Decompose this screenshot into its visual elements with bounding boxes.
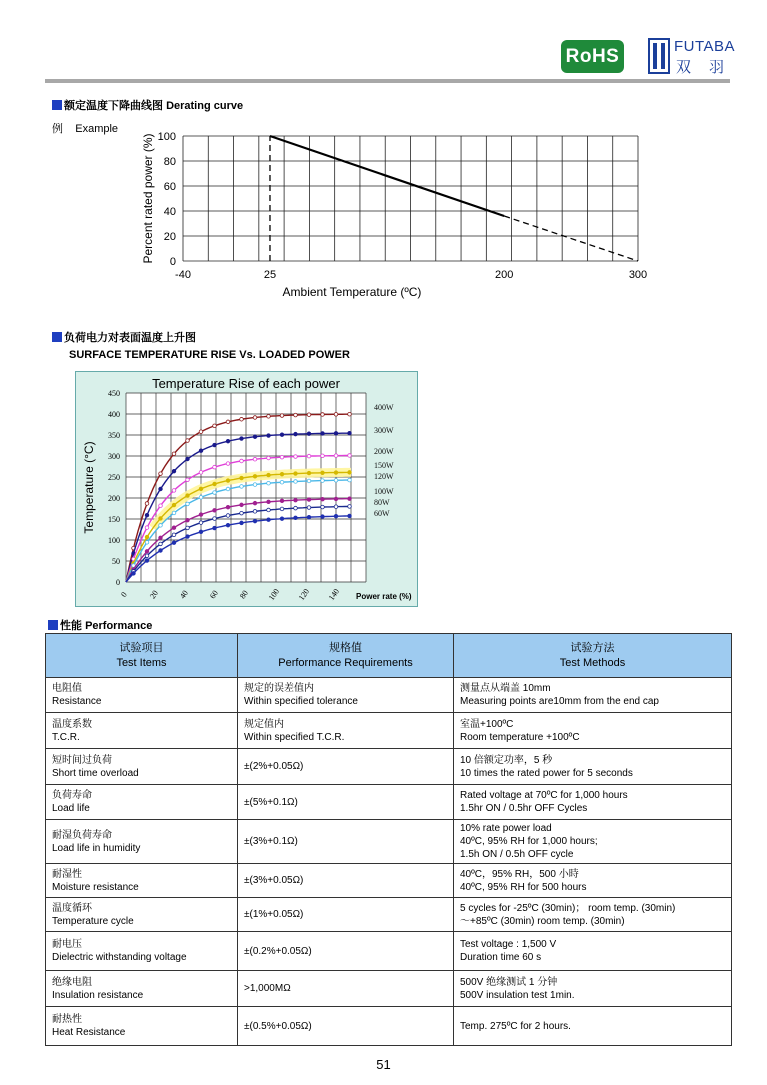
series-point: [172, 503, 176, 507]
series-point: [294, 498, 298, 502]
series-point: [294, 516, 298, 520]
series-point: [213, 509, 217, 513]
x-tick-label: 100: [266, 587, 282, 603]
series-point: [199, 530, 203, 534]
table-row: [46, 971, 732, 1007]
test-method-cell-line: 500V 绝缘测试 1 分钟: [460, 976, 558, 988]
requirement-cell-line: 规定值内: [244, 718, 284, 730]
col-header-en: Performance Requirements: [278, 656, 413, 669]
series-point: [213, 465, 217, 469]
test-method-cell-line: 10 倍额定功率，5 秒: [460, 754, 553, 766]
chart-title: Temperature Rise of each power: [152, 376, 340, 391]
series-point: [240, 459, 244, 463]
series-point: [145, 549, 149, 553]
series-point: [240, 485, 244, 489]
test-method-cell-line: 40ºC, 95% RH for 1,000 hours;: [460, 836, 598, 847]
test-item-cell: [46, 864, 238, 898]
series-point: [199, 496, 203, 500]
test-item-cell-line: Heat Resistance: [52, 1027, 126, 1038]
series-point: [334, 413, 338, 417]
bullet-square-icon: [48, 620, 58, 630]
test-item-cell-line: 短时间过负荷: [52, 754, 112, 766]
test-item-cell-line: 耐电压: [52, 939, 82, 950]
y-tick-label: 450: [108, 389, 120, 398]
series-point: [280, 507, 284, 511]
test-item-cell: [46, 785, 238, 820]
series-point: [307, 479, 311, 483]
x-tick-label: 300: [628, 269, 648, 281]
y-tick-label: 400: [108, 410, 120, 419]
requirement-cell: [238, 1007, 454, 1046]
derating-section-title: [52, 97, 243, 113]
table-row: [46, 785, 732, 820]
series-point: [321, 515, 325, 519]
series-point: [348, 412, 352, 416]
series-point: [159, 536, 163, 540]
requirement-cell-line: ±(0.2%+0.05Ω): [244, 945, 312, 957]
series-point: [226, 487, 230, 491]
test-method-cell: [454, 864, 732, 898]
performance-section-title: [48, 617, 152, 633]
test-item-cell-line: 绝缘电阻: [52, 976, 92, 988]
series-point: [253, 435, 257, 439]
col-header-cn: 试验方法: [570, 641, 615, 654]
bullet-square-icon: [52, 100, 62, 110]
test-method-cell-line: 1.5h ON / 0.5h OFF cycle: [460, 849, 574, 860]
series-point: [226, 420, 230, 424]
series-point: [294, 506, 298, 510]
series-point: [226, 479, 230, 483]
col-header-requirements: [238, 634, 454, 678]
series-point: [240, 417, 244, 421]
test-method-cell: [454, 971, 732, 1007]
col-header-en: Test Items: [116, 656, 167, 669]
test-method-cell-line: ～+85ºC (30min) room temp. (30min): [460, 915, 625, 927]
test-item-cell: [46, 898, 238, 932]
test-item-cell-line: Insulation resistance: [52, 989, 144, 1001]
requirement-cell: [238, 932, 454, 971]
series-point: [267, 434, 271, 438]
series-point: [186, 526, 190, 530]
x-tick-label: 120: [296, 587, 312, 603]
series-point: [159, 487, 163, 491]
test-method-cell-line: Duration time 60 s: [460, 952, 542, 963]
example-label: [52, 120, 118, 136]
test-method-cell: [454, 678, 732, 713]
series-point: [240, 503, 244, 507]
x-tick-label: -40: [175, 269, 191, 281]
series-point: [159, 517, 163, 521]
y-tick-label: 150: [108, 515, 120, 524]
series-point: [226, 439, 230, 443]
series-point: [280, 499, 284, 503]
series-point: [267, 456, 271, 460]
series-point: [159, 549, 163, 553]
test-method-cell: [454, 785, 732, 820]
test-item-cell: [46, 932, 238, 971]
table-row: [46, 820, 732, 864]
series-point: [267, 415, 271, 419]
derating-line: [270, 136, 504, 216]
col-header-cn: 规格值: [329, 641, 362, 654]
series-point: [307, 432, 311, 436]
legend-label: 200W: [374, 447, 394, 456]
test-item-cell-line: 负荷寿命: [52, 790, 92, 801]
futaba-logo-icon: [648, 38, 670, 74]
series-point: [321, 454, 325, 458]
series-point: [334, 471, 338, 475]
test-item-cell: [46, 971, 238, 1007]
series-point: [186, 535, 190, 539]
series-point: [186, 478, 190, 482]
test-method-cell: [454, 932, 732, 971]
series-point: [199, 521, 203, 525]
series-point: [294, 413, 298, 417]
test-method-cell-line: 5 cycles for -25ºC (30min)； room temp. (30min): [460, 902, 676, 914]
test-item-cell-line: 温度系数: [52, 718, 92, 730]
series-point: [334, 505, 338, 509]
series-point: [348, 454, 352, 458]
test-item-cell-line: T.C.R.: [52, 731, 80, 743]
table-row: [46, 713, 732, 749]
series-point: [321, 413, 325, 417]
requirement-cell-line: ±(2%+0.05Ω): [244, 761, 304, 772]
brand-name-cn: 双羽: [676, 59, 743, 76]
series-point: [172, 541, 176, 545]
series-point: [334, 431, 338, 435]
series-point: [294, 472, 298, 476]
performance-title-cn: 性能: [60, 620, 82, 632]
y-tick-label: 350: [108, 431, 120, 440]
series-point: [280, 455, 284, 459]
series-point: [226, 523, 230, 527]
table-header-row: [46, 634, 732, 678]
table-row: [46, 678, 732, 713]
series-point: [334, 478, 338, 482]
test-item-cell-line: 温度循环: [52, 902, 92, 914]
y-axis-label: Percent rated power (%): [141, 133, 155, 264]
requirement-cell: [238, 898, 454, 932]
y-tick-label: 50: [112, 557, 120, 566]
requirement-cell-line: >1,000MΩ: [244, 983, 291, 994]
series-point: [321, 505, 325, 509]
series-point: [240, 476, 244, 480]
legend-label: 300W: [374, 426, 394, 435]
derating-chart: [130, 128, 650, 303]
table-row: [46, 932, 732, 971]
series-point: [321, 432, 325, 436]
test-item-cell-line: Dielectric withstanding voltage: [52, 952, 187, 963]
test-item-cell-line: 耐湿负荷寿命: [52, 829, 112, 841]
series-point: [253, 416, 257, 420]
table-row: [46, 864, 732, 898]
series-point: [145, 535, 149, 539]
requirement-cell-line: ±(5%+0.1Ω): [244, 796, 298, 808]
requirement-cell-line: Within specified T.C.R.: [244, 731, 345, 743]
series-point: [159, 524, 163, 528]
test-method-cell: [454, 898, 732, 932]
series-point: [226, 505, 230, 509]
y-tick-label: 100: [157, 131, 176, 143]
series-point: [199, 430, 203, 434]
test-item-cell-line: 耐湿性: [52, 868, 82, 880]
series-point: [199, 513, 203, 517]
series-point: [348, 478, 352, 482]
requirement-cell-line: Within specified tolerance: [244, 696, 358, 707]
test-item-cell-line: Resistance: [52, 696, 102, 707]
y-tick-label: 60: [163, 181, 176, 193]
series-point: [172, 533, 176, 537]
test-item-cell-line: Temperature cycle: [52, 915, 134, 927]
series-point: [213, 517, 217, 521]
series-point: [267, 508, 271, 512]
test-method-cell-line: 10 times the rated power for 5 seconds: [460, 767, 633, 779]
requirement-cell: [238, 820, 454, 864]
series-point: [186, 457, 190, 461]
col-header-test-items: [46, 634, 238, 678]
test-method-cell-line: 40ºC, 95% RH for 500 hours: [460, 881, 587, 893]
x-tick-label: 80: [237, 588, 250, 601]
series-point: [226, 514, 230, 518]
test-method-cell: [454, 749, 732, 785]
legend-label: 150W: [374, 461, 394, 470]
series-point: [280, 517, 284, 521]
derating-line: [504, 216, 638, 261]
series-point: [253, 510, 257, 514]
series-point: [172, 469, 176, 473]
col-header-test-methods: [454, 634, 732, 678]
series-point: [348, 497, 352, 501]
series-point: [307, 413, 311, 417]
legend-label: 80W: [374, 498, 390, 507]
performance-title-en: Performance: [85, 620, 153, 632]
x-tick-label: 200: [494, 269, 514, 281]
requirement-cell-line: 规定的误差值内: [244, 683, 314, 694]
test-item-cell: [46, 749, 238, 785]
series-point: [186, 518, 190, 522]
x-tick-label: 140: [326, 587, 342, 603]
series-point: [307, 498, 311, 502]
col-header-en: Test Methods: [559, 656, 626, 669]
y-tick-label: 250: [108, 473, 120, 482]
test-item-cell: [46, 820, 238, 864]
test-method-cell-line: 室温+100ºC: [460, 718, 514, 730]
test-item-cell: [46, 1007, 238, 1046]
series-point: [240, 437, 244, 441]
y-tick-label: 40: [163, 206, 176, 218]
test-method-cell-line: 500V insulation test 1min.: [460, 989, 575, 1001]
requirement-cell: [238, 749, 454, 785]
y-tick-label: 300: [108, 452, 120, 461]
test-method-cell-line: Test voltage : 1,500 V: [460, 939, 557, 950]
series-point: [172, 526, 176, 530]
series-point: [280, 414, 284, 418]
test-item-cell: [46, 678, 238, 713]
test-method-cell-line: 1.5hr ON / 0.5hr OFF Cycles: [460, 803, 588, 814]
example-label-en: Example: [75, 123, 119, 135]
table-row: [46, 749, 732, 785]
test-item-cell-line: Short time overload: [52, 767, 139, 779]
series-point: [307, 454, 311, 458]
test-method-cell: [454, 820, 732, 864]
x-axis-label: Power rate (%): [356, 592, 412, 601]
x-tick-label: 60: [207, 588, 220, 601]
series-point: [199, 471, 203, 475]
series-point: [253, 457, 257, 461]
series-point: [240, 511, 244, 515]
legend-label: 60W: [374, 509, 390, 518]
test-method-cell-line: 40ºC，95% RH，500 小時: [460, 868, 579, 880]
test-method-cell-line: Temp. 275ºC for 2 hours.: [460, 1020, 571, 1032]
bullet-square-icon: [52, 332, 62, 342]
x-tick-label: 25: [263, 269, 277, 281]
series-point: [199, 487, 203, 491]
page-number: 51: [376, 1057, 391, 1072]
x-tick-label: 20: [147, 588, 160, 601]
series-point: [213, 443, 217, 447]
rohs-badge: RoHS: [561, 40, 624, 73]
series-point: [145, 513, 149, 517]
series-point: [307, 471, 311, 475]
requirement-cell-line: ±(1%+0.05Ω): [244, 909, 304, 920]
series-point: [213, 424, 217, 428]
series-point: [145, 554, 149, 558]
series-point: [334, 514, 338, 518]
requirement-cell-line: ±(3%+0.1Ω): [244, 836, 298, 847]
series-point: [267, 473, 271, 477]
series-point: [213, 491, 217, 495]
requirement-cell-line: ±(3%+0.05Ω): [244, 875, 304, 886]
series-point: [159, 472, 163, 476]
derating-title-cn: 额定温度下降曲线图: [64, 100, 163, 112]
series-point: [186, 439, 190, 443]
test-item-cell-line: 电阻值: [52, 683, 82, 694]
series-point: [321, 471, 325, 475]
x-axis-label: Ambient Temperature (ºC): [282, 285, 422, 299]
requirement-cell: [238, 864, 454, 898]
header-divider: [45, 79, 730, 83]
series-point: [267, 500, 271, 504]
table-row: [46, 898, 732, 932]
series-point: [294, 455, 298, 459]
test-item-cell-line: 耐热性: [52, 1014, 82, 1025]
series-point: [334, 454, 338, 458]
requirement-cell-line: ±(0.5%+0.05Ω): [244, 1020, 312, 1032]
test-item-cell: [46, 713, 238, 749]
series-point: [280, 480, 284, 484]
test-method-cell-line: Measuring points are10mm from the end cap: [460, 696, 659, 707]
derating-title-en: Derating curve: [166, 100, 244, 112]
series-point: [159, 504, 163, 508]
legend-label: 120W: [374, 472, 394, 481]
series-point: [172, 452, 176, 456]
test-method-cell-line: Rated voltage at 70ºC for 1,000 hours: [460, 790, 628, 801]
legend-label: 100W: [374, 487, 394, 496]
series-point: [253, 519, 257, 523]
x-tick-label: 0: [119, 590, 129, 599]
series-point: [213, 482, 217, 486]
series-point: [159, 542, 163, 546]
table-row: [46, 1007, 732, 1046]
series-point: [280, 433, 284, 437]
series-point: [240, 521, 244, 525]
series-point: [145, 541, 149, 545]
y-tick-label: 200: [108, 494, 120, 503]
y-tick-label: 80: [163, 156, 176, 168]
series-point: [145, 526, 149, 530]
requirement-cell: [238, 678, 454, 713]
series-point: [186, 502, 190, 506]
series-point: [213, 526, 217, 530]
surface-title-en: SURFACE TEMPERATURE RISE Vs. LOADED POWER: [69, 349, 350, 361]
test-method-cell: [454, 1007, 732, 1046]
series-point: [253, 483, 257, 487]
series-point: [172, 511, 176, 515]
series-point: [226, 462, 230, 466]
temperature-rise-chart: [75, 371, 418, 607]
y-tick-label: 20: [163, 231, 176, 243]
test-item-cell-line: Moisture resistance: [52, 881, 139, 893]
y-tick-label: 0: [116, 578, 120, 587]
brand-name-en: FUTABA: [674, 38, 736, 55]
surface-title-cn: 负荷电力对表面温度上升图: [64, 332, 196, 344]
series-point: [267, 481, 271, 485]
series-point: [321, 497, 325, 501]
series-point: [321, 479, 325, 483]
series-point: [334, 497, 338, 501]
y-tick-label: 0: [169, 256, 176, 268]
requirement-cell: [238, 971, 454, 1007]
y-tick-label: 100: [108, 536, 120, 545]
requirement-cell: [238, 785, 454, 820]
series-point: [348, 505, 352, 509]
test-method-cell-line: 10% rate power load: [460, 823, 552, 834]
y-axis-label: Temperature (°C): [82, 441, 96, 534]
series-point: [253, 501, 257, 505]
test-method-cell-line: Room temperature +100ºC: [460, 731, 580, 743]
series-point: [172, 489, 176, 493]
series-point: [307, 506, 311, 510]
series-point: [294, 432, 298, 436]
series-point: [253, 475, 257, 479]
col-header-cn: 试验项目: [119, 641, 164, 654]
series-point: [348, 514, 352, 518]
series-point: [307, 515, 311, 519]
test-item-cell-line: Load life in humidity: [52, 842, 141, 854]
test-item-cell-line: Load life: [52, 803, 90, 814]
x-tick-label: 40: [177, 588, 190, 601]
series-point: [132, 572, 136, 576]
series-point: [186, 494, 190, 498]
requirement-cell: [238, 713, 454, 749]
performance-table: [45, 633, 732, 1046]
legend-label: 400W: [374, 403, 394, 412]
series-point: [280, 472, 284, 476]
test-method-cell: [454, 713, 732, 749]
series-point: [199, 449, 203, 453]
series-point: [145, 559, 149, 563]
series-point: [267, 518, 271, 522]
series-point: [348, 471, 352, 475]
series-point: [294, 480, 298, 484]
series-point: [145, 502, 149, 506]
test-method-cell-line: 测量点从端盖 10mm: [460, 683, 551, 694]
surface-section-title: [52, 329, 196, 345]
series-point: [348, 431, 352, 435]
example-label-cn: 例: [52, 123, 63, 135]
